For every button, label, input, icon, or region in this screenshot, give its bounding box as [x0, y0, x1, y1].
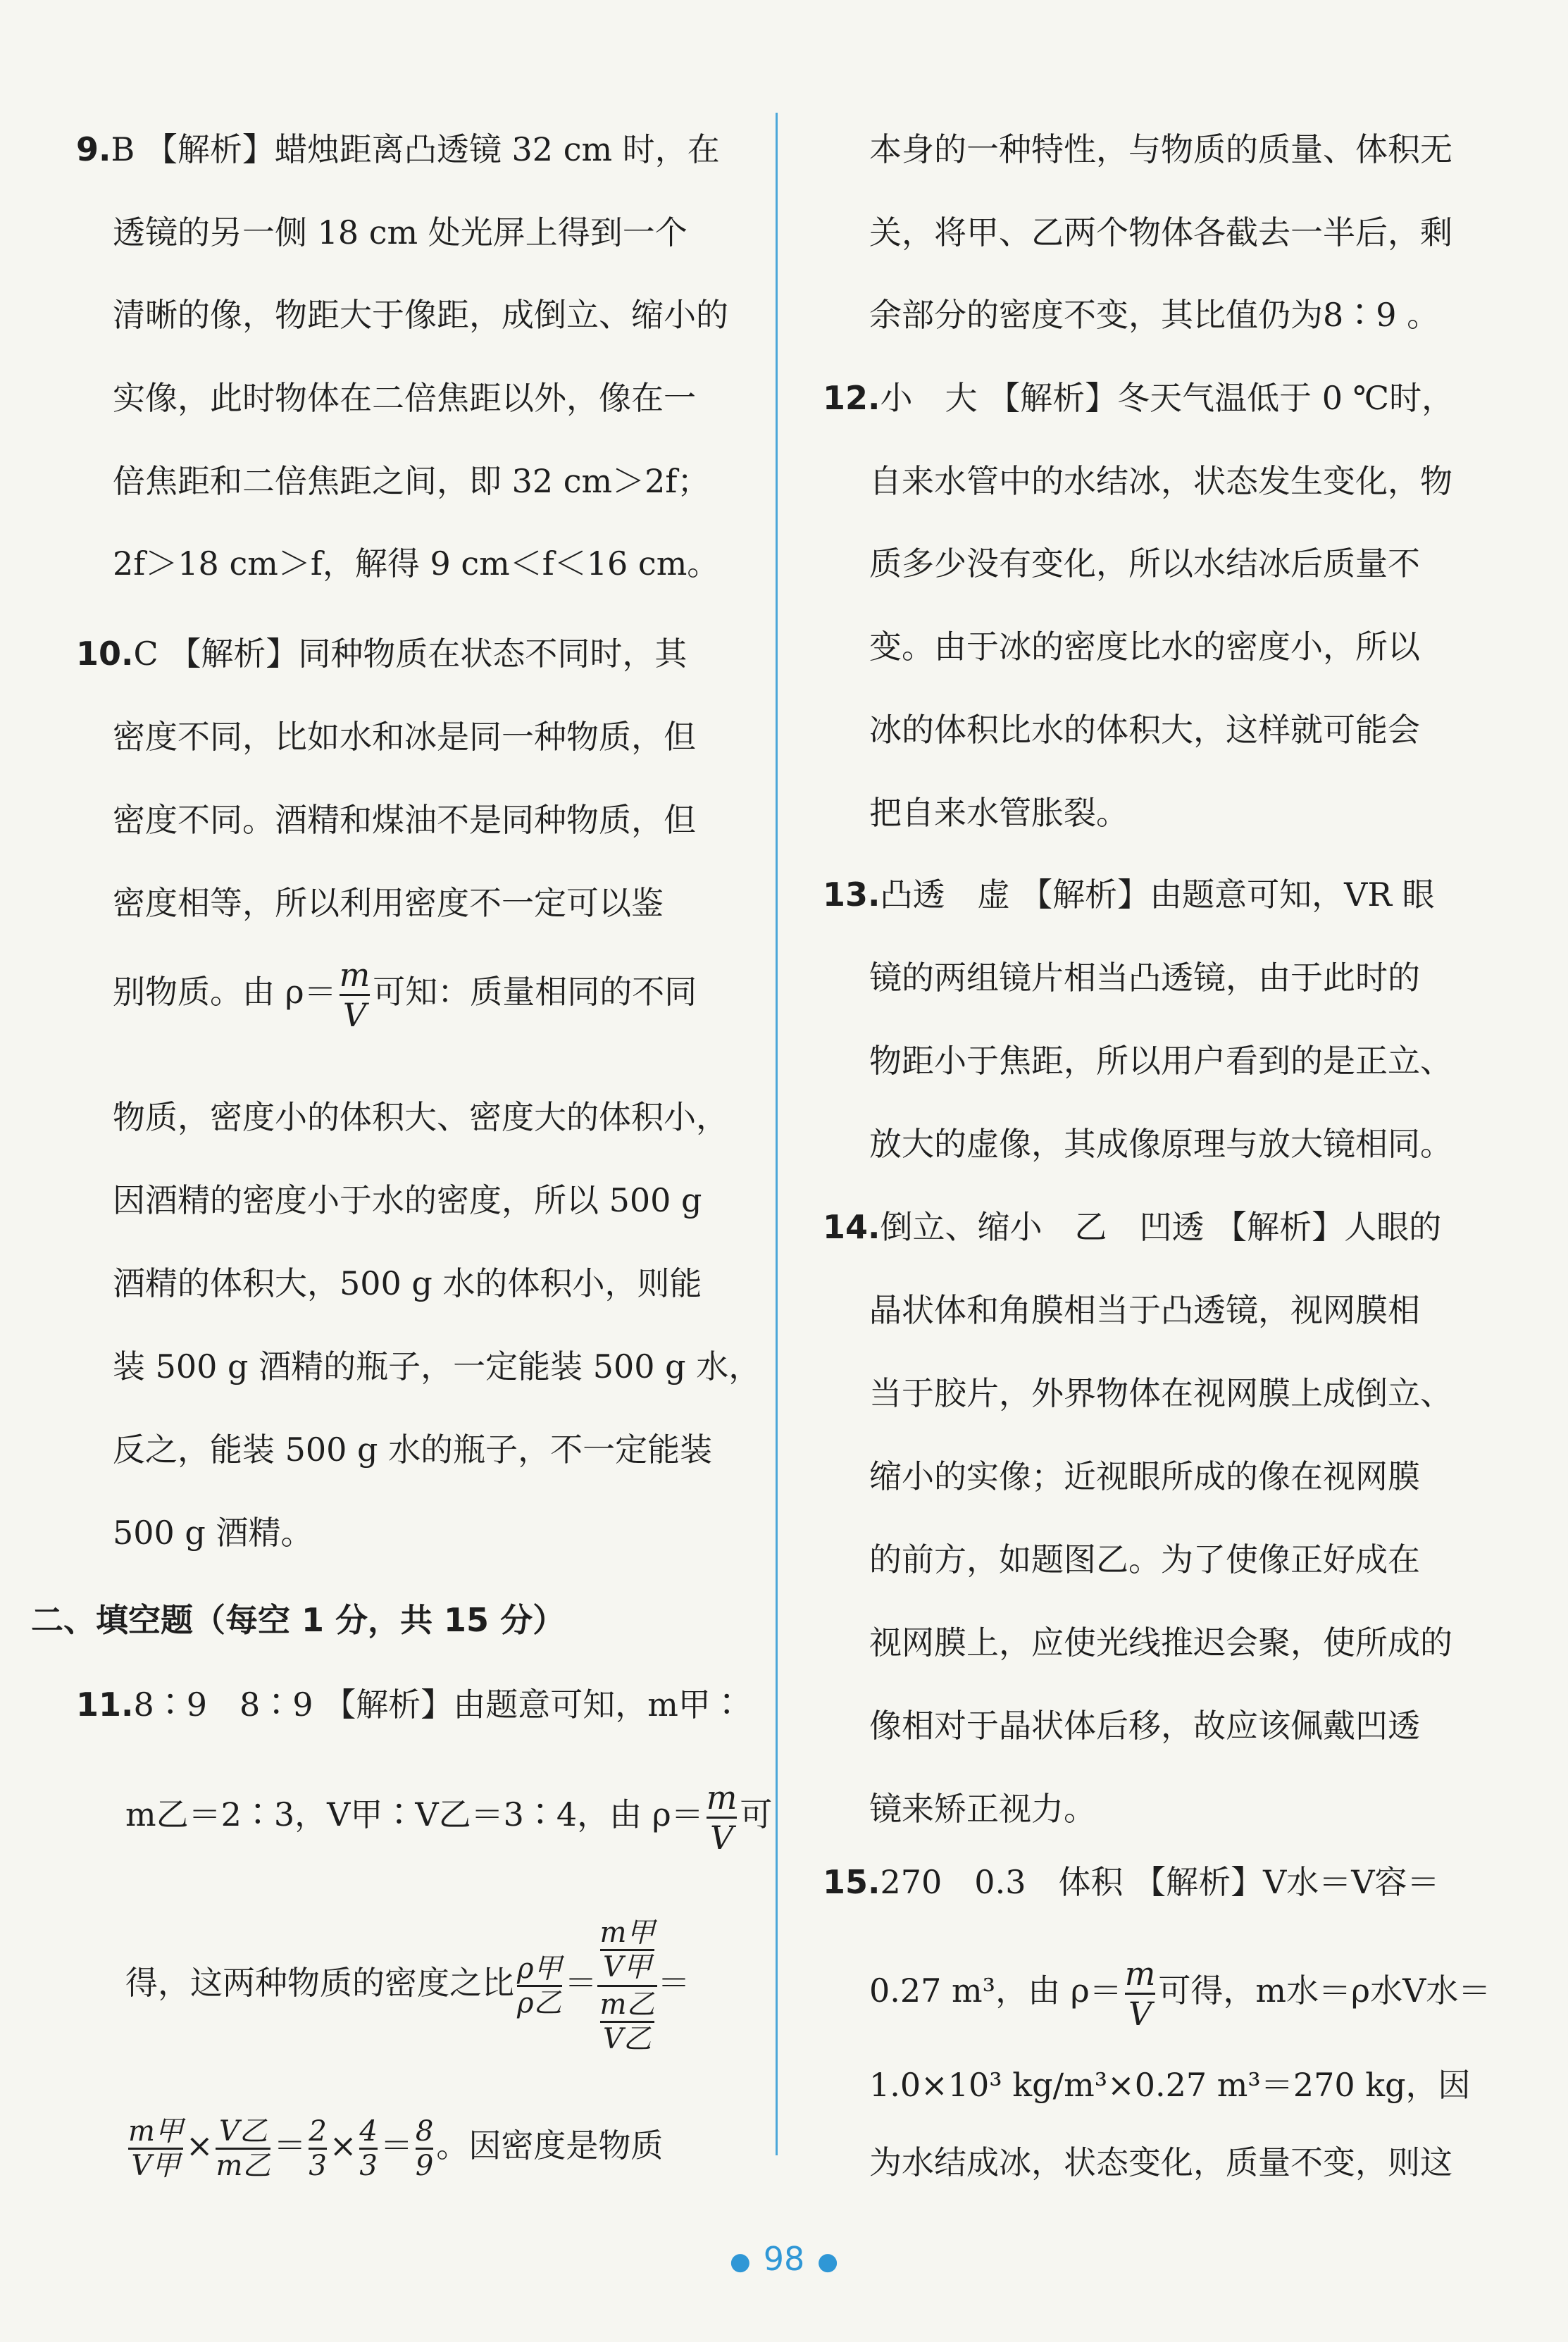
- q11-continued-1: 本身的一种特性，与物质的质量、体积无: [869, 130, 1452, 168]
- section-heading: 二、填空题（每空 1 分，共 15 分）: [31, 1601, 566, 1639]
- density-ratio-fraction: [517, 1952, 562, 2019]
- q9-text-1: B 【解析】蜡烛距离凸透镜 32 cm 时，在: [111, 130, 720, 168]
- column-divider: [776, 113, 778, 2155]
- fraction-numerator: 2: [309, 2114, 327, 2148]
- q10-text-8: 装 500 g 酒精的瓶子，一定能装 500 g 水，: [113, 1347, 761, 1385]
- q9-text-2: 透镜的另一侧 18 cm 处光屏上得到一个: [113, 213, 687, 251]
- fraction-denominator: V: [1125, 1993, 1156, 2033]
- fraction-numerator: m甲: [128, 2114, 183, 2148]
- q10-number: 10.: [76, 635, 134, 673]
- q13-line: [823, 873, 1435, 916]
- q14-line: [823, 1206, 1441, 1248]
- q10-text-6: 因酒精的密度小于水的密度，所以 500 g: [113, 1181, 702, 1219]
- q11-line4-after: 。因密度是物质: [436, 2126, 664, 2165]
- bullet-left-icon: ●: [730, 2247, 751, 2276]
- q10-text-1: C 【解析】同种物质在状态不同时，其: [133, 635, 687, 673]
- q11-line2-before: m乙＝2∶3，V甲∶V乙＝3∶4，由 ρ＝: [125, 1795, 704, 1833]
- equals-sign: ＝: [564, 1964, 597, 2002]
- q12-text-5: 冰的体积比水的体积大，这样就可能会: [869, 711, 1420, 749]
- density-fraction: [707, 1779, 738, 1857]
- density-fraction: [1125, 1955, 1156, 2033]
- equals-sign: ＝: [273, 2126, 306, 2165]
- q15-line2-after: 可得，m水＝ρ水V水＝: [1158, 1972, 1491, 2010]
- times-sign: ×: [329, 2126, 357, 2165]
- fraction-denominator: m乙: [216, 2148, 270, 2182]
- q14-text-1: 倒立、缩小 乙 凹透 【解析】人眼的: [880, 1208, 1442, 1246]
- q11-line2-after: 可: [740, 1795, 773, 1833]
- q10-formula-line: [113, 952, 697, 1034]
- fraction-5: [416, 2115, 433, 2182]
- fraction-numerator: V乙: [219, 2114, 268, 2148]
- fraction-1: [128, 2115, 183, 2182]
- compound-top: [600, 1917, 655, 1983]
- q10-text-4: 密度相等，所以利用密度不一定可以鉴: [113, 884, 664, 922]
- q10-text-5: 物质，密度小的体积大、密度大的体积小，: [113, 1098, 728, 1136]
- q15-line: [823, 1861, 1440, 1903]
- q10-text-9: 反之，能装 500 g 水的瓶子，不一定能装: [113, 1431, 713, 1469]
- equals-sign: ＝: [380, 2126, 413, 2165]
- q12-line: [823, 377, 1454, 419]
- fraction-denominator: V甲: [600, 1949, 655, 1983]
- fraction-2: [216, 2115, 270, 2182]
- q15-number: 15.: [823, 1863, 881, 1901]
- q15-text-3: 1.0×10³ kg/m³×0.27 m³＝270 kg，因: [869, 2066, 1471, 2104]
- q9-number: 9.: [76, 130, 111, 168]
- fraction-3: [309, 2115, 326, 2182]
- q10-formula-before: 别物质。由 ρ＝: [113, 973, 337, 1011]
- page-number-text: 98: [763, 2240, 805, 2278]
- q12-text-3: 质多少没有变化，所以水结冰后质量不: [869, 544, 1420, 583]
- q13-text-2: 镜的两组镜片相当凸透镜，由于此时的: [869, 959, 1420, 997]
- q14-text-6: 视网膜上，应使光线推迟会聚，使所成的: [869, 1624, 1452, 1662]
- fraction-bar: [597, 1985, 658, 1987]
- q13-number: 13.: [823, 876, 881, 914]
- q10-line: [76, 633, 687, 675]
- bullet-right-icon: ●: [817, 2247, 838, 2276]
- q9-text-6: 2f＞18 cm＞f，解得 9 cm＜f＜16 cm。: [113, 544, 720, 583]
- q9-line: [76, 128, 720, 170]
- times-sign: ×: [185, 2126, 213, 2165]
- fraction-numerator: ρ甲: [517, 1952, 562, 1985]
- q11-formula-line-2: [125, 1902, 690, 2064]
- q14-text-5: 的前方，如题图乙。为了使像正好成在: [869, 1540, 1420, 1578]
- q11-continued-2: 关，将甲、乙两个物体各截去一半后，剩: [869, 213, 1452, 251]
- q9-text-4: 实像，此时物体在二倍焦距以外，像在一: [113, 379, 696, 417]
- equals-sign: ＝: [657, 1964, 690, 2002]
- fraction-numerator: m甲: [599, 1916, 655, 1949]
- q13-text-3: 物距小于焦距，所以用户看到的是正立、: [869, 1042, 1452, 1080]
- q11-formula-line-3: [125, 2106, 663, 2185]
- fraction-denominator: 3: [309, 2148, 326, 2182]
- q9-text-3: 清晰的像，物距大于像距，成倒立、缩小的: [113, 296, 728, 334]
- fraction-denominator: V: [707, 1817, 738, 1857]
- fraction-denominator: V: [340, 994, 371, 1034]
- fraction-denominator: 9: [416, 2148, 433, 2182]
- q12-text-2: 自来水管中的水结冰，状态发生变化，物: [869, 462, 1452, 500]
- q11-number: 11.: [76, 1686, 134, 1724]
- q11-line3-before: 得，这两种物质的密度之比: [125, 1964, 514, 2002]
- q15-formula-line: [869, 1951, 1491, 2033]
- fraction-denominator: ρ乙: [517, 1985, 562, 2019]
- fraction-numerator: 4: [359, 2114, 378, 2148]
- q15-text-1: 270 0.3 体积 【解析】V水＝V容＝: [880, 1863, 1440, 1901]
- q11-text-1: 8∶9 8∶9 【解析】由题意可知，m甲∶: [133, 1686, 743, 1724]
- q11-continued-3: 余部分的密度不变，其比值仍为8∶9 。: [869, 296, 1440, 334]
- fraction-denominator: V甲: [128, 2148, 183, 2182]
- fraction-numerator: m: [1124, 1954, 1156, 1993]
- q12-text-1: 小 大 【解析】冬天气温低于 0 ℃时，: [880, 379, 1455, 417]
- q10-text-7: 酒精的体积大，500 g 水的体积小，则能: [113, 1264, 702, 1302]
- q12-text-4: 变。由于冰的密度比水的密度小，所以: [869, 628, 1420, 666]
- q14-text-8: 镜来矫正视力。: [869, 1790, 1096, 1828]
- q12-text-6: 把自来水管胀裂。: [869, 794, 1128, 832]
- q10-text-3: 密度不同。酒精和煤油不是同种物质，但: [113, 801, 696, 839]
- fraction-numerator: m: [339, 955, 371, 994]
- fraction-numerator: m: [706, 1778, 738, 1817]
- q11-line: [76, 1683, 743, 1726]
- fraction-numerator: 8: [415, 2114, 434, 2148]
- compound-fraction: [597, 1917, 658, 2055]
- q15-line2-before: 0.27 m³，由 ρ＝: [869, 1972, 1122, 2010]
- q14-text-7: 像相对于晶状体后移，故应该佩戴凹透: [869, 1707, 1420, 1745]
- compound-bottom: [600, 1988, 655, 2055]
- fraction-denominator: 3: [359, 2148, 377, 2182]
- q14-text-2: 晶状体和角膜相当于凸透镜，视网膜相: [869, 1291, 1420, 1329]
- q10-text-2: 密度不同，比如水和冰是同一种物质，但: [113, 718, 696, 756]
- q14-number: 14.: [823, 1208, 881, 1246]
- fraction-numerator: m乙: [599, 1988, 655, 2021]
- fraction-4: [359, 2115, 377, 2182]
- page-number: [0, 2240, 1568, 2278]
- fraction-denominator: V乙: [600, 2021, 655, 2055]
- density-fraction: [340, 956, 371, 1034]
- q11-formula-line-1: [125, 1775, 772, 1857]
- q10-text-10: 500 g 酒精。: [113, 1514, 313, 1552]
- q10-formula-after: 可知：质量相同的不同: [373, 973, 697, 1011]
- q9-text-5: 倍焦距和二倍焦距之间，即 32 cm＞2f；: [113, 462, 710, 500]
- q14-text-3: 当于胶片，外界物体在视网膜上成倒立、: [869, 1374, 1452, 1412]
- q12-number: 12.: [823, 379, 881, 417]
- q14-text-4: 缩小的实像；近视眼所成的像在视网膜: [869, 1457, 1420, 1495]
- q15-text-4: 为水结成冰，状态变化，质量不变，则这: [869, 2143, 1452, 2181]
- q13-text-1: 凸透 虚 【解析】由题意可知，VR 眼: [880, 876, 1435, 914]
- q13-text-4: 放大的虚像，其成像原理与放大镜相同。: [869, 1125, 1452, 1163]
